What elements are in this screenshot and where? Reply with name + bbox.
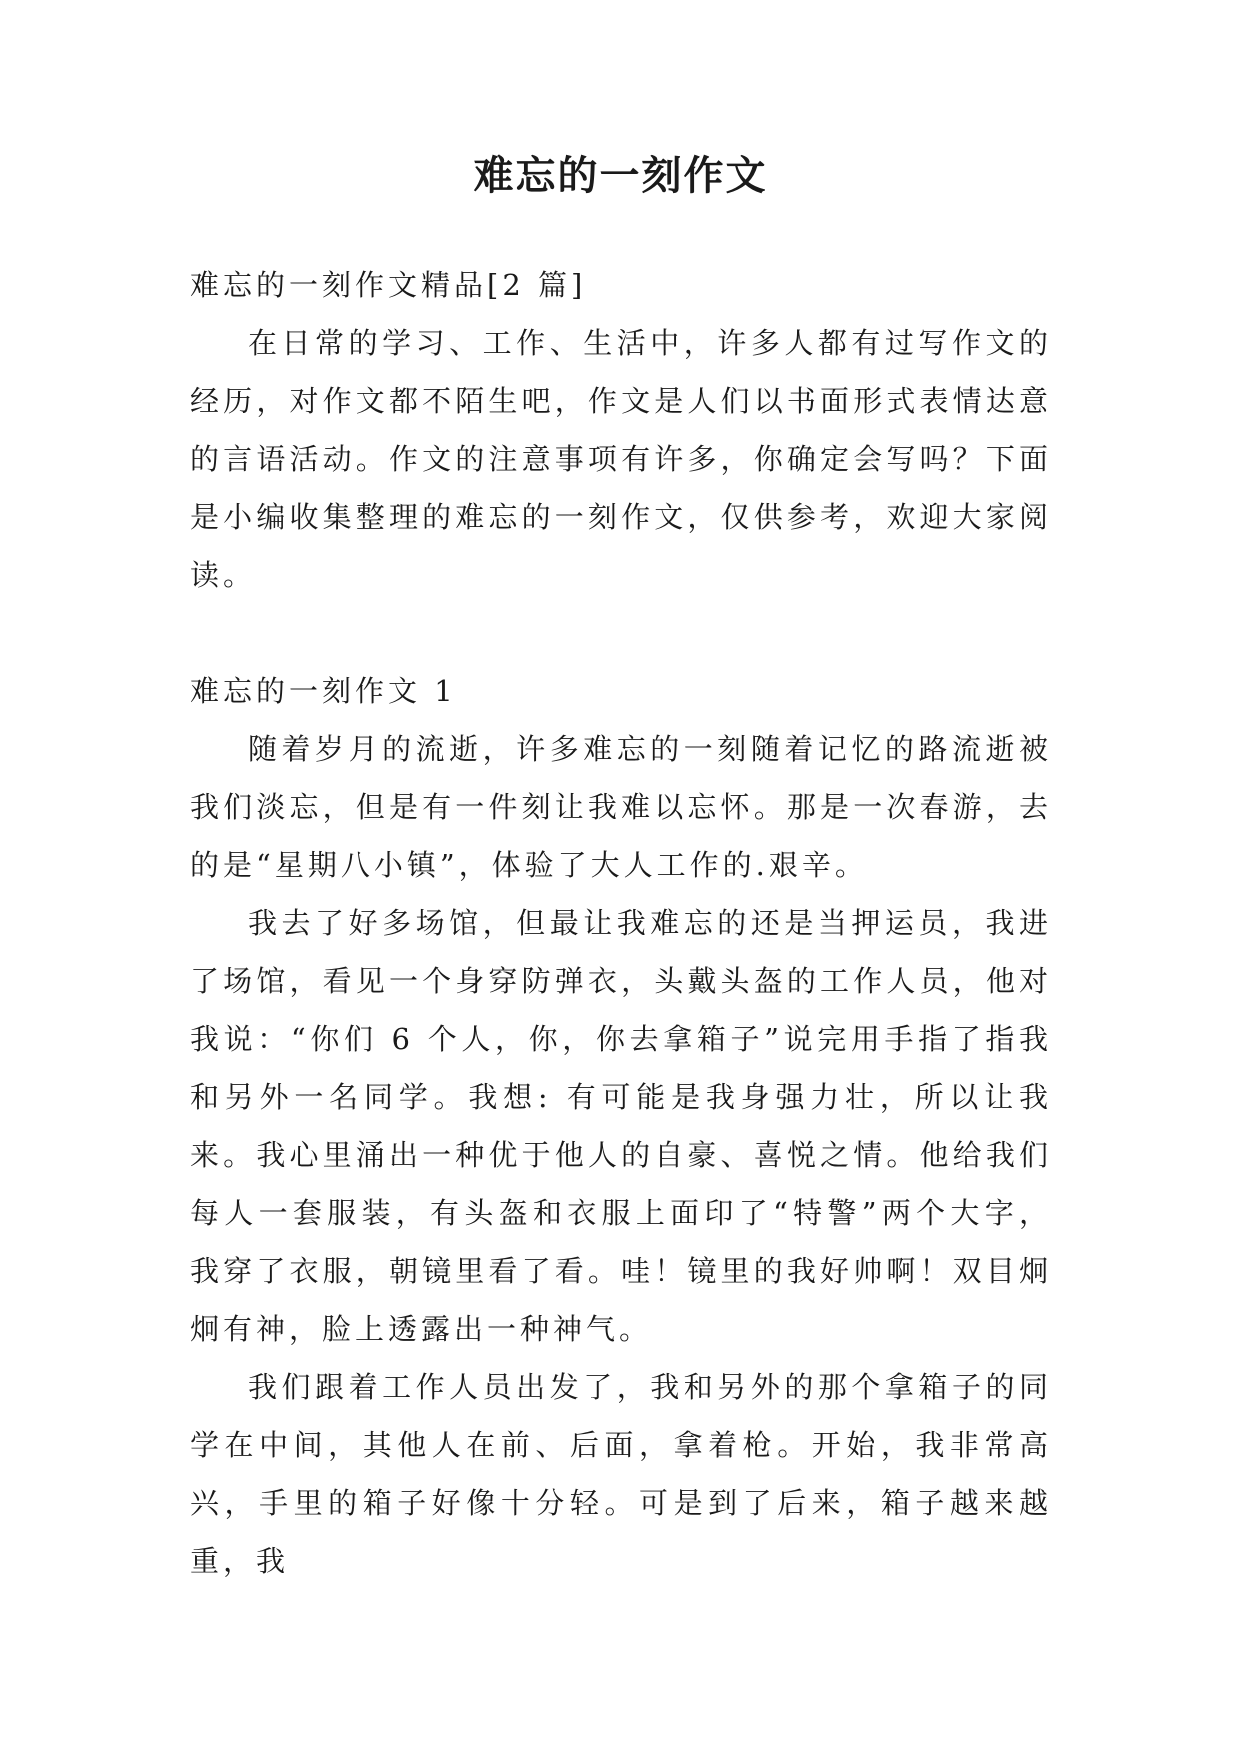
section-spacer (190, 604, 1052, 662)
document-body (190, 256, 1052, 1590)
document-title: 难忘的一刻作文 (473, 152, 768, 199)
document-subtitle: 难忘的一刻作文精品[2 篇] (190, 268, 587, 302)
body-paragraph: 我去了好多场馆，但最让我难忘的还是当押运员，我进了场馆，看见一个身穿防弹衣，头戴头盔的工作人员，他对我说：“你们 6 个人，你，你去拿箱子”说完用手指了指我和另外一名同学。我想: 有可能是我身强力壮，所以让我来。我心里涌出一种优于他人的自豪、喜悦之情。他给我们每人一套服装，有头盔和衣服上面印了“特警”两个大字，我穿了衣服，朝镜里看了看。哇！镜里的我好帅啊！双目炯炯有神，脸上透露出一种神气。 (190, 906, 1052, 1346)
section-heading: 难忘的一刻作文 1 (190, 674, 457, 708)
intro-paragraph: 在日常的学习、工作、生活中，许多人都有过写作文的经历，对作文都不陌生吧，作文是人们以书面形式表情达意的言语活动。作文的注意事项有许多，你确定会写吗？下面是小编收集整理的难忘的一刻作文，仅供参考，欢迎大家阅读。 (190, 326, 1052, 592)
body-paragraph: 我们跟着工作人员出发了，我和另外的那个拿箱子的同学在中间，其他人在前、后面，拿着枪。开始，我非常高兴，手里的箱子好像十分轻。可是到了后来，箱子越来越重，我 (190, 1370, 1052, 1578)
body-paragraph: 随着岁月的流逝，许多难忘的一刻随着记忆的路流逝被我们淡忘，但是有一件刻让我难以忘怀。那是一次春游，去的是“星期八小镇”，体验了大人工作的.艰辛。 (190, 732, 1052, 882)
